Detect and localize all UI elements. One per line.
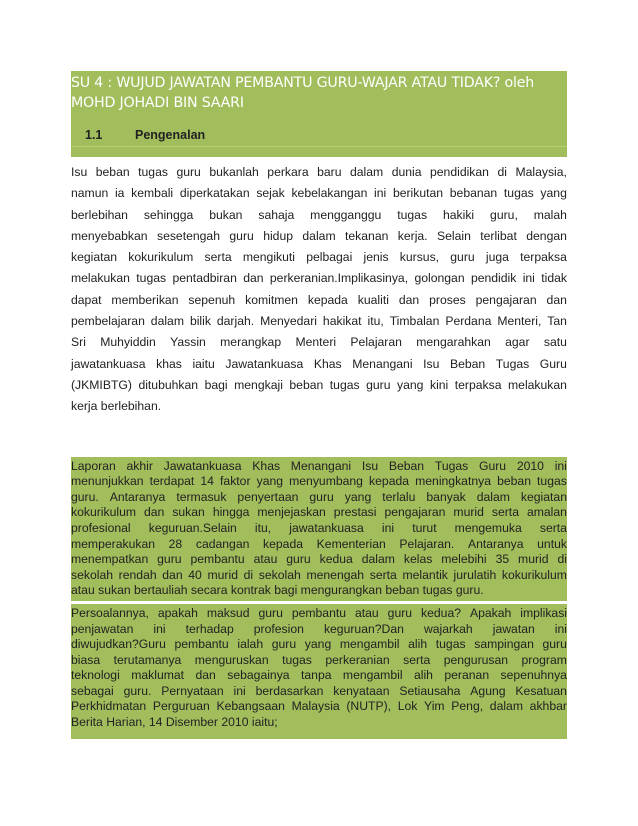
word: kebelakangan xyxy=(291,186,368,201)
word: Guru xyxy=(478,458,507,473)
word: jurulatih xyxy=(453,567,497,582)
word: yang xyxy=(256,474,284,489)
word: dalam xyxy=(302,228,336,243)
word: kegiatan xyxy=(71,250,118,265)
word: dunia xyxy=(391,165,422,179)
word: di xyxy=(557,552,567,567)
word: Menteri xyxy=(295,335,337,350)
text-line xyxy=(71,375,567,396)
word: bilik xyxy=(189,314,211,329)
word: cadangan xyxy=(195,536,250,551)
word: alih xyxy=(413,668,433,683)
word: perkeranian.Implikasinya, xyxy=(269,271,409,286)
word: dalam xyxy=(476,489,510,504)
word: dalam xyxy=(361,552,395,567)
word: kepada xyxy=(263,536,304,551)
word: perkeranian xyxy=(325,652,390,667)
word: yang xyxy=(397,377,424,392)
text-line xyxy=(71,637,567,653)
word: khas xyxy=(156,356,182,371)
word: jawatankuasa xyxy=(71,356,146,371)
word: tugas xyxy=(329,377,360,392)
paragraph-persoalan xyxy=(71,604,567,733)
word: Setiausaha xyxy=(399,683,461,698)
word: Malaysia, xyxy=(515,165,567,179)
word: Perguruan xyxy=(152,699,210,714)
text-line xyxy=(71,653,567,669)
word: mengambil xyxy=(342,668,403,683)
document-title xyxy=(71,71,567,113)
word: Sri xyxy=(71,335,86,350)
word: 2010 xyxy=(516,458,544,473)
word: tugas xyxy=(136,271,167,286)
word: itu, xyxy=(367,314,384,329)
word: terhadap xyxy=(185,621,234,636)
word: sebagainya xyxy=(227,668,290,683)
word: (JKMIBTG) xyxy=(71,377,132,392)
section-number: 1.1 xyxy=(85,128,103,142)
word: Beban xyxy=(449,356,486,371)
word: hakikat xyxy=(322,314,362,329)
word: murid xyxy=(207,567,238,582)
word: guru xyxy=(157,552,182,567)
word: hakiki xyxy=(442,207,475,222)
word: mengarahkan xyxy=(416,335,491,350)
word: menguruskan xyxy=(194,652,269,667)
text-line: Berita Harian, 14 Disember 2010 iaitu; xyxy=(71,715,278,730)
word: kokurikulum xyxy=(71,505,137,520)
word: keguruan.Selain xyxy=(148,520,237,535)
word: 14 xyxy=(200,474,214,489)
word: jenis xyxy=(363,250,389,265)
word: serta xyxy=(491,505,519,520)
text-line xyxy=(71,699,567,715)
word: pembantu xyxy=(174,637,229,652)
word: terutamanya xyxy=(113,652,182,667)
word: Tan xyxy=(547,314,567,329)
word: bukanlah xyxy=(209,165,259,179)
word: beban xyxy=(95,165,130,179)
word: Peng, xyxy=(451,699,484,714)
word: kualiti xyxy=(357,292,389,307)
word: ini xyxy=(522,271,535,286)
text-line xyxy=(71,268,567,289)
word: atau xyxy=(253,552,278,567)
word: serta xyxy=(369,567,397,582)
word: Antaranya xyxy=(109,489,166,504)
word: Isu xyxy=(361,458,379,473)
word: apakah xyxy=(157,605,198,620)
word: murid xyxy=(453,505,484,520)
word: yang xyxy=(540,186,567,201)
word: beban xyxy=(289,377,324,392)
text-line xyxy=(71,354,567,375)
word: Agung xyxy=(470,683,506,698)
word: banyak xyxy=(426,489,466,504)
word: proses xyxy=(429,292,466,307)
word: kerja. xyxy=(397,228,428,243)
word: dalam xyxy=(150,314,184,329)
word: agar xyxy=(505,335,530,350)
text-line xyxy=(71,622,567,638)
word: biasa xyxy=(71,652,101,667)
text-line: kerja berlebihan. xyxy=(71,399,162,414)
word: mengambil xyxy=(339,637,400,652)
word: 35 xyxy=(495,552,510,567)
word: kepada xyxy=(307,292,348,307)
word: dalam xyxy=(350,165,384,179)
word: keguruan?Dan xyxy=(323,621,404,636)
word: (NUTP), xyxy=(346,699,392,714)
paragraph-laporan xyxy=(71,457,567,601)
word: pengajaran xyxy=(384,505,446,520)
word: berlebihan xyxy=(71,207,128,222)
text-line xyxy=(71,668,567,684)
word: ia xyxy=(114,186,125,201)
word: sukan xyxy=(172,505,205,520)
word: maklumat xyxy=(131,668,185,683)
word: golongan xyxy=(414,271,465,286)
word: serta xyxy=(204,250,232,265)
text-line xyxy=(71,521,567,537)
word: menempatkan xyxy=(71,552,149,567)
word: memperakukan xyxy=(71,536,155,551)
word: Lok xyxy=(397,699,418,714)
word: itu, xyxy=(254,520,272,535)
word: Persoalannya, xyxy=(71,605,149,620)
word: guru xyxy=(271,637,297,652)
word: bebanan xyxy=(449,186,498,201)
paragraph-introduction xyxy=(71,162,567,418)
word: pendidikan xyxy=(430,165,489,179)
word: diwujudkan?Guru xyxy=(71,637,166,652)
word: Menangani xyxy=(290,458,352,473)
text-line xyxy=(71,205,567,226)
word: kursus, xyxy=(399,250,440,265)
word: pembelajaran xyxy=(71,314,145,329)
word: dan xyxy=(243,271,264,286)
word: program xyxy=(521,652,567,667)
word: pembantu xyxy=(190,552,245,567)
word: terlalu xyxy=(382,489,416,504)
word: Laporan xyxy=(71,458,116,473)
text-line xyxy=(71,505,567,521)
word: juga xyxy=(485,250,509,265)
word: sepenuh xyxy=(188,292,236,307)
word: Kebangsaan xyxy=(216,699,285,714)
word: terpaksa xyxy=(454,377,502,392)
word: profesion xyxy=(253,621,304,636)
word: akhbar xyxy=(529,699,567,714)
word: guru xyxy=(366,377,391,392)
word: Malaysia xyxy=(291,699,340,714)
word: kenyataan xyxy=(333,683,390,698)
word: 40 xyxy=(188,567,202,582)
word: mengkaji xyxy=(234,377,283,392)
text-line xyxy=(71,537,567,553)
word: sahaja xyxy=(258,207,295,222)
word: atau xyxy=(354,605,379,620)
text-line xyxy=(71,490,567,506)
word: guru xyxy=(542,637,567,652)
word: dan xyxy=(144,505,165,520)
word: teknologi xyxy=(71,668,120,683)
word: kokurikulum xyxy=(128,250,194,265)
title-line-1: SU 4 : WUJUD JAWATAN PEMBANTU GURU-WAJAR ATAU TIDAK? oleh xyxy=(71,75,535,91)
word: yang xyxy=(304,637,332,652)
word: menengah xyxy=(306,567,365,582)
document-page xyxy=(71,71,567,739)
word: yang xyxy=(344,489,372,504)
text-line xyxy=(71,162,567,183)
word: sekolah xyxy=(71,567,114,582)
section-heading xyxy=(71,113,567,146)
word: mengganggu xyxy=(310,207,382,222)
text-line xyxy=(71,552,567,568)
word: Selain xyxy=(436,228,471,243)
word: ini xyxy=(554,458,567,473)
word: Yassin xyxy=(170,335,206,350)
word: kelas xyxy=(403,552,433,567)
word: dalam xyxy=(489,699,523,714)
word: satu xyxy=(543,335,567,350)
word: berikutan xyxy=(392,186,444,201)
word: guru xyxy=(450,250,475,265)
word: tanpa xyxy=(301,668,332,683)
word: kini xyxy=(429,377,449,392)
word: beban xyxy=(497,474,531,489)
word: Isu xyxy=(423,356,440,371)
word: Antaranya xyxy=(467,536,524,551)
word: melebihi xyxy=(441,552,487,567)
word: guru xyxy=(229,228,254,243)
word: dengan xyxy=(526,228,567,243)
text-line xyxy=(71,183,567,204)
word: sepenuhnya xyxy=(500,668,567,683)
word: tugas xyxy=(537,474,567,489)
word: dan xyxy=(162,567,183,582)
word: pelbagai xyxy=(306,250,353,265)
word: melakukan xyxy=(71,271,130,286)
word: di xyxy=(497,165,507,179)
word: serta xyxy=(539,520,567,535)
word: tekanan xyxy=(345,228,389,243)
word: Jawatankuasa xyxy=(225,356,304,371)
word: Menangani xyxy=(352,356,413,371)
word: bagi xyxy=(204,377,228,392)
word: malah xyxy=(533,207,567,222)
word: Jawatankuasa xyxy=(163,458,242,473)
word: ini xyxy=(554,621,567,636)
word: kedua xyxy=(319,552,353,567)
word: rendah xyxy=(118,567,157,582)
word: peranan xyxy=(444,668,490,683)
word: tugas xyxy=(282,652,312,667)
word: faktor xyxy=(220,474,251,489)
word: jawatankuasa xyxy=(289,520,364,535)
word: prestasi xyxy=(333,505,377,520)
text-line xyxy=(71,474,567,490)
word: kepada xyxy=(369,474,410,489)
word: tugas xyxy=(138,165,168,179)
word: berdasarkan xyxy=(255,683,324,698)
word: guru xyxy=(176,165,201,179)
word: pengurusan xyxy=(443,652,509,667)
word: Tugas xyxy=(495,356,530,371)
word: kokurikulum xyxy=(501,567,567,582)
word: Guru xyxy=(539,356,567,371)
word: sejak xyxy=(256,186,285,201)
word: pengajaran xyxy=(475,292,537,307)
word: dapat xyxy=(71,292,102,307)
word: serta xyxy=(403,652,431,667)
word: tugas xyxy=(435,637,466,652)
word: pembantu xyxy=(291,605,347,620)
word: wajarkah xyxy=(423,621,473,636)
word: Perdana xyxy=(445,314,492,329)
word: ini xyxy=(233,683,246,698)
text-line xyxy=(71,290,567,311)
word: tidak xyxy=(541,271,567,286)
word: Menteri, xyxy=(497,314,542,329)
word: Perkhidmatan xyxy=(71,699,147,714)
title-line-2: MOHD JOHADI BIN SAARI xyxy=(71,95,244,111)
word: mengemuka xyxy=(454,520,522,535)
text-line xyxy=(71,311,567,332)
word: Pelajaran xyxy=(350,335,402,350)
word: bukan xyxy=(209,207,243,222)
word: sekolah xyxy=(258,567,301,582)
text-line xyxy=(71,332,567,353)
word: Khas xyxy=(252,458,281,473)
word: murid xyxy=(518,552,549,567)
word: ditubuhkan xyxy=(138,377,199,392)
word: meningkatnya xyxy=(415,474,491,489)
word: Tugas xyxy=(434,458,469,473)
word: penyertaan xyxy=(237,489,299,504)
text-line xyxy=(71,459,567,475)
word: Isu xyxy=(71,165,88,179)
text-line xyxy=(71,606,567,622)
word: menyumbang xyxy=(289,474,363,489)
word: guru, xyxy=(490,207,518,222)
word: Timbalan xyxy=(389,314,440,329)
word: Yim xyxy=(424,699,445,714)
text-line xyxy=(71,226,567,247)
word: tugas xyxy=(397,207,428,222)
text-line xyxy=(71,247,567,268)
word: menunjukkan xyxy=(71,474,144,489)
word: guru xyxy=(258,605,283,620)
word: terpaksa xyxy=(520,250,567,265)
word: sebagai xyxy=(71,683,114,698)
word: Kementerian xyxy=(316,536,386,551)
word: ini xyxy=(153,621,166,636)
word: Beban xyxy=(388,458,425,473)
text-line: atau sukan bertauliah secara kontrak bagi mengurangkan beban tugas guru. xyxy=(71,583,484,598)
word: dan xyxy=(195,668,216,683)
word: hingga xyxy=(212,505,250,520)
word: 28 xyxy=(168,536,183,551)
section-label: Pengenalan xyxy=(135,128,206,142)
word: turut xyxy=(412,520,437,535)
word: menyebabkan xyxy=(71,228,148,243)
word: guru xyxy=(286,552,311,567)
word: perkara xyxy=(267,165,309,179)
word: melantik xyxy=(402,567,448,582)
word: implikasi xyxy=(520,605,567,620)
word: hidup xyxy=(263,228,294,243)
word: profesional xyxy=(71,520,131,535)
word: Khas xyxy=(313,356,342,371)
word: alih xyxy=(408,637,428,652)
word: terlibat xyxy=(480,228,517,243)
word: dan xyxy=(546,292,567,307)
word: pentadbiran xyxy=(172,271,237,286)
word: jawatan xyxy=(492,621,535,636)
word: amalan xyxy=(526,505,567,520)
text-line xyxy=(71,568,567,584)
word: kembali xyxy=(131,186,174,201)
word: pendidik xyxy=(470,271,517,286)
word: kedua? xyxy=(421,605,462,620)
section-divider xyxy=(71,146,567,157)
word: maksud xyxy=(206,605,250,620)
word: Menyedari xyxy=(260,314,317,329)
word: kegiatan xyxy=(520,489,567,504)
word: sampingan xyxy=(474,637,534,652)
word: termasuk xyxy=(176,489,227,504)
word: darjah. xyxy=(216,314,255,329)
word: diperkatakan xyxy=(179,186,250,201)
word: baru xyxy=(317,165,342,179)
word: di xyxy=(243,567,254,582)
word: guru. xyxy=(123,683,152,698)
word: Pernyataan xyxy=(161,683,224,698)
word: terdapat xyxy=(149,474,195,489)
word: memberikan xyxy=(111,292,179,307)
word: sesetengah xyxy=(156,228,220,243)
word: namun xyxy=(71,186,109,201)
word: dan xyxy=(398,292,420,307)
word: akhir xyxy=(126,458,153,473)
paragraph-end-band xyxy=(71,733,567,739)
word: komitmen xyxy=(245,292,298,307)
word: penjawatan xyxy=(71,621,134,636)
word: guru xyxy=(309,489,334,504)
text-line xyxy=(71,684,567,700)
word: guru. xyxy=(71,489,99,504)
word: Muhyiddin xyxy=(100,335,156,350)
word: ini xyxy=(374,186,387,201)
word: Apakah xyxy=(469,605,512,620)
word: iaitu xyxy=(192,356,215,371)
word: sehingga xyxy=(143,207,194,222)
word: merangkap xyxy=(220,335,282,350)
word: menjejaskan xyxy=(257,505,326,520)
word: tugas xyxy=(503,186,534,201)
word: melakukan xyxy=(508,377,567,392)
word: Pelajaran. xyxy=(399,536,455,551)
word: ialah xyxy=(237,637,264,652)
word: mengikuti xyxy=(242,250,295,265)
word: Kesatuan xyxy=(515,683,567,698)
word: ini xyxy=(381,520,395,535)
word: guru xyxy=(387,605,413,620)
word: untuk xyxy=(537,536,567,551)
